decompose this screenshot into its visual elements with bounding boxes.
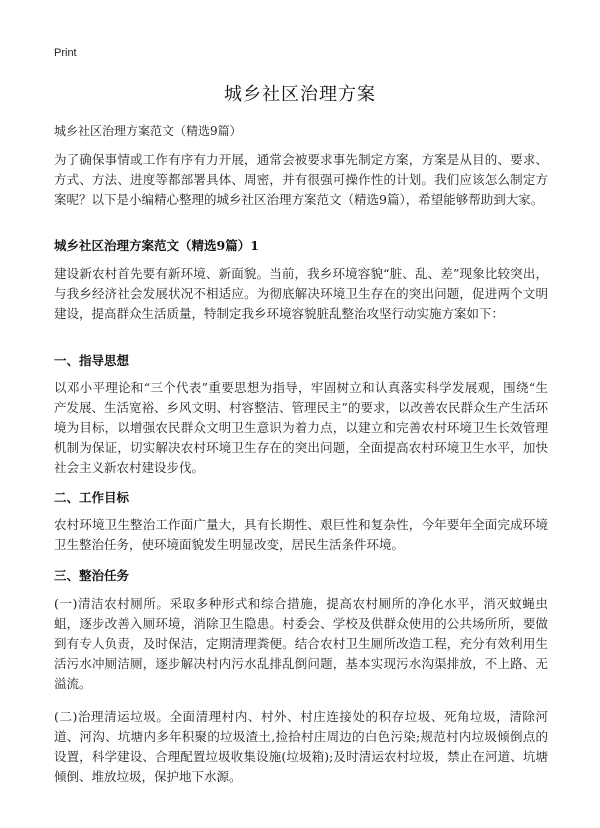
task-item-garbage: (二)治理清运垃圾。全面清理村内、村外、村庄连接处的积存垃圾、死角垃圾，清除河道、河沟、坑塘内多年积聚的垃圾渣土,捡拾村庄周边的白色污染;规范村内垃圾倾倒点的设置，科学建设、合理配置垃圾收集设施(垃圾箱);及时清运农村垃圾，禁止在河道、坑塘倾倒、堆放垃圾，保护地下水源。 [54, 709, 548, 784]
guiding-heading: 一、指导思想 [54, 353, 130, 368]
section-paragraph: 建设新农村首先要有新环境、新面貌。当前，我乡环境容貌“脏、乱、差”现象比较突出，与我乡经济社会发展状况不相适应。为彻底解决环境卫生存在的突出问题，促进两个文明建设，提高群众生活质量，特制定我乡环境容貌脏乱整治攻坚行动实施方案如下： [54, 266, 548, 321]
intro-paragraph: 为了确保事情或工作有序有力开展，通常会被要求事先制定方案，方案是从目的、要求、方式、方法、进度等都部署具体、周密，并有很强可操作性的计划。我们应该怎么制定方案呢？以下是小编精心整理的城乡社区治理方案范文（精选9篇），希望能够帮助到大家。 [54, 152, 548, 207]
task-item-toilets: (一)清洁农村厕所。采取多种形式和综合措施，提高农村厕所的净化水平，消灭蚊蝇虫蛆，逐步改善入厕环境，消除卫生隐患。村委会、学校及供群众使用的公共场所所，要做到有专人负责，及时保洁，定期清理粪便。结合农村卫生厕所改造工程，充分有效利用生活污水冲厕洁厕，逐步解决村内污水乱排乱倒问题，基本实现污水沟渠排放，不上路、无溢流。 [54, 596, 548, 691]
goal-paragraph: 农村环境卫生整治工作面广量大，具有长期性、艰巨性和复杂性，今年要年全面完成环境卫生整治任务，使环境面貌发生明显改变，居民生活条件环境。 [54, 517, 548, 552]
section-heading: 城乡社区治理方案范文（精选9篇）1 [54, 238, 259, 253]
tasks-heading: 三、整治任务 [54, 568, 130, 583]
guiding-paragraph: 以邓小平理论和“三个代表”重要思想为指导，牢固树立和认真落实科学发展观，围绕“生产发展、生活宽裕、乡风文明、村容整洁、管理民主”的要求，以改善农民群众生产生活环境为目标，以增强农民群众文明卫生意识为着力点，以建立和完善农村环境卫生长效管理机制为保证，切实解决农村环境卫生存在的突出问题，全面提高农村环境卫生水平，加快社会主义新农村建设步伐。 [54, 380, 548, 475]
page-title: 城乡社区治理方案 [224, 84, 376, 105]
document-subtitle: 城乡社区治理方案范文（精选9篇） [54, 124, 242, 138]
goal-heading: 二、工作目标 [54, 490, 130, 505]
print-label[interactable]: Print [54, 47, 77, 59]
